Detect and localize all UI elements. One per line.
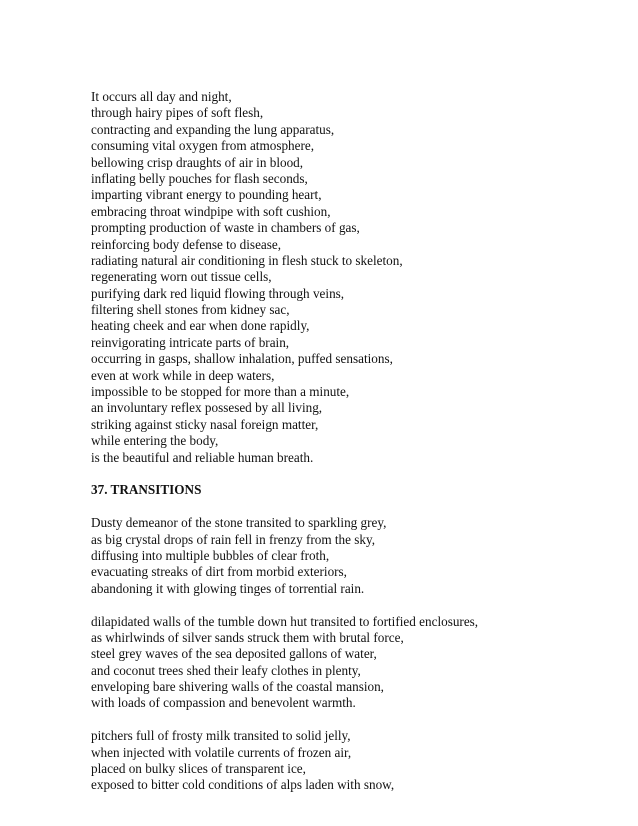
transitions-stanza-3 <box>91 728 621 794</box>
poem-line: abandoning it with glowing tinges of torrential rain. <box>91 580 365 596</box>
transitions-stanza-2 <box>91 614 621 712</box>
stanza-gap <box>91 597 621 613</box>
poem-line: enveloping bare shivering walls of the coastal mansion, <box>91 679 384 695</box>
poem-line: while entering the body, <box>91 433 219 449</box>
poem-line: is the beautiful and reliable human breath. <box>91 449 314 465</box>
poem-line: dilapidated walls of the tumble down hut transited to fortified enclosures, <box>91 613 479 629</box>
poem-line: radiating natural air conditioning in flesh stuck to skeleton, <box>91 252 403 268</box>
stanza-gap <box>91 499 621 515</box>
page-content <box>91 89 621 794</box>
poem-line: impossible to be stopped for more than a minute, <box>91 384 350 400</box>
poem-line: exposed to bitter cold conditions of alps laden with snow, <box>91 777 395 793</box>
poem-line: reinforcing body defense to disease, <box>91 236 282 252</box>
poem-line: Dusty demeanor of the stone transited to sparkling grey, <box>91 515 387 531</box>
poem-line: reinvigorating intricate parts of brain, <box>91 334 290 350</box>
poem-line: heating cheek and ear when done rapidly, <box>91 318 310 334</box>
poem-line: filtering shell stones from kidney sac, <box>91 302 290 318</box>
poem-line: embracing throat windpipe with soft cushion, <box>91 203 331 219</box>
poem-line: through hairy pipes of soft flesh, <box>91 105 264 121</box>
poem-line: prompting production of waste in chambers of gas, <box>91 220 360 236</box>
poem-line: steel grey waves of the sea deposited gallons of water, <box>91 646 377 662</box>
poem-line: an involuntary reflex possesed by all living, <box>91 400 323 416</box>
poem-line: contracting and expanding the lung apparatus, <box>91 121 335 137</box>
poem-line: purifying dark red liquid flowing through veins, <box>91 285 345 301</box>
poem-line: pitchers full of frosty milk transited to solid jelly, <box>91 728 351 744</box>
poem-line: occurring in gasps, shallow inhalation, puffed sensations, <box>91 351 393 367</box>
poem-breath-stanza <box>91 89 621 466</box>
poem-line: placed on bulky slices of transparent ice, <box>91 761 306 777</box>
poem-line: as big crystal drops of rain fell in frenzy from the sky, <box>91 531 376 547</box>
poem-heading: 37. TRANSITIONS <box>91 482 202 498</box>
poem-line: consuming vital oxygen from atmosphere, <box>91 138 315 154</box>
poem-line: It occurs all day and night, <box>91 89 232 104</box>
stanza-gap <box>91 466 621 482</box>
poem-line: regenerating worn out tissue cells, <box>91 269 272 285</box>
stanza-gap <box>91 712 621 728</box>
poem-line: bellowing crisp draughts of air in blood, <box>91 154 304 170</box>
poem-line: and coconut trees shed their leafy clothes in plenty, <box>91 662 361 678</box>
poem-line: diffusing into multiple bubbles of clear froth, <box>91 547 330 563</box>
poem-line: when injected with volatile currents of frozen air, <box>91 744 352 760</box>
poem-line: striking against sticky nasal foreign matter, <box>91 416 319 432</box>
poem-line: inflating belly pouches for flash seconds, <box>91 170 308 186</box>
poem-line: as whirlwinds of silver sands struck them with brutal force, <box>91 629 404 645</box>
poem-line: evacuating streaks of dirt from morbid exteriors, <box>91 564 347 580</box>
poem-line: imparting vibrant energy to pounding heart, <box>91 187 322 203</box>
poem-line: with loads of compassion and benevolent warmth. <box>91 695 356 711</box>
transitions-stanza-1 <box>91 515 621 597</box>
poem-line: even at work while in deep waters, <box>91 367 275 383</box>
